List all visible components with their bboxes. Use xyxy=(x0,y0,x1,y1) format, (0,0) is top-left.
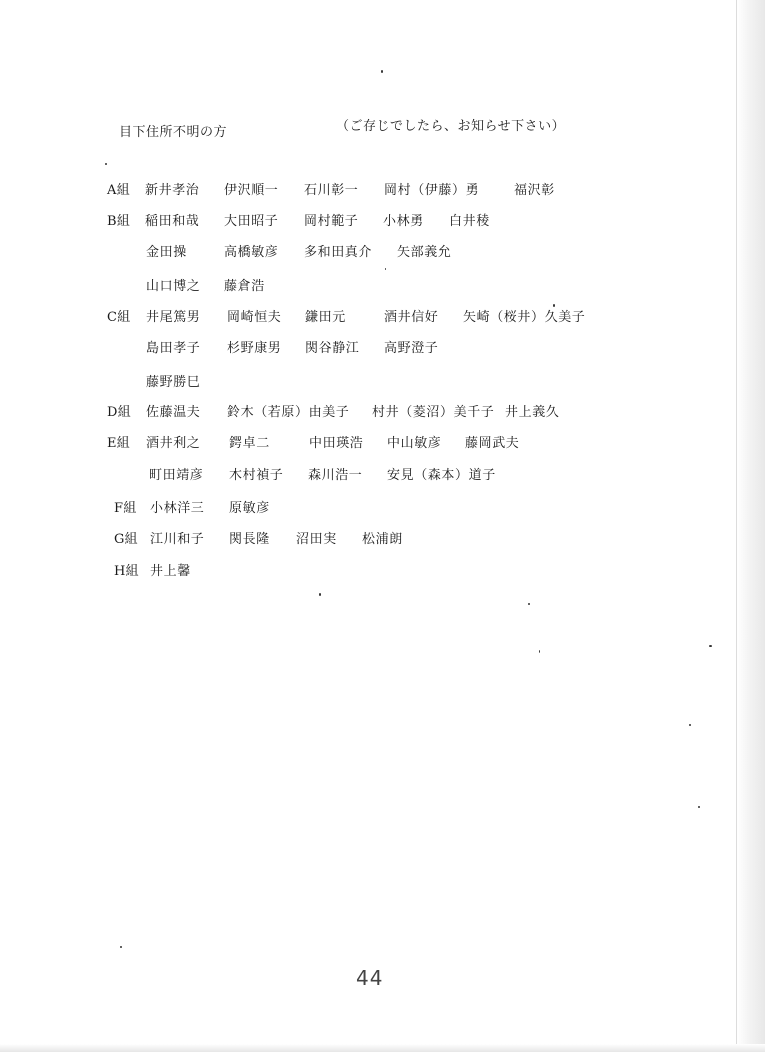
person-name: 藤倉浩 xyxy=(224,279,265,294)
person-name: 矢崎（桜井）久美子 xyxy=(463,310,586,325)
person-name: 新井孝治 xyxy=(145,183,200,198)
scan-speck xyxy=(528,603,530,605)
person-name: 金田操 xyxy=(146,245,187,260)
group-label: D組 xyxy=(107,405,132,420)
person-name: 酒井利之 xyxy=(146,436,201,451)
person-name: 小林勇 xyxy=(383,214,424,229)
person-name: 藤野勝巳 xyxy=(146,375,201,390)
person-name: 町田靖彦 xyxy=(149,468,204,483)
person-name: 稲田和哉 xyxy=(145,214,200,229)
group-row-c-continued xyxy=(0,371,765,391)
person-name: 福沢彰 xyxy=(514,183,555,198)
page-number: 44 xyxy=(356,966,384,990)
person-name: 鈴木（若原）由美子 xyxy=(227,405,350,420)
person-name: 中山敏彦 xyxy=(387,436,442,451)
group-row-c xyxy=(0,306,765,326)
person-name: 関長隆 xyxy=(229,532,270,547)
person-name: 伊沢順一 xyxy=(224,183,279,198)
person-name: 大田昭子 xyxy=(224,214,279,229)
person-name: 井尾篤男 xyxy=(146,310,201,325)
request-note: （ご存じでしたら、お知らせ下さい） xyxy=(336,119,566,134)
person-name: 高橋敏彦 xyxy=(224,245,279,260)
group-label: G組 xyxy=(114,532,138,547)
group-label: H組 xyxy=(114,564,139,579)
group-row-h xyxy=(0,560,765,580)
person-name: 森川浩一 xyxy=(308,468,363,483)
person-name: 江川和子 xyxy=(150,532,205,547)
scan-speck xyxy=(105,163,107,165)
group-row-b-continued xyxy=(0,241,765,261)
person-name: 山口博之 xyxy=(146,279,201,294)
group-label: B組 xyxy=(107,214,131,229)
person-name: 酒井信好 xyxy=(384,310,439,325)
scan-speck xyxy=(698,806,700,808)
group-label: C組 xyxy=(107,310,131,325)
person-name: 岡崎恒夫 xyxy=(227,310,282,325)
scan-speck xyxy=(689,724,691,726)
person-name: 沼田実 xyxy=(296,532,337,547)
person-name: 多和田真介 xyxy=(304,245,373,260)
scan-speck xyxy=(553,304,555,307)
scan-speck xyxy=(319,593,321,596)
person-name: 岡村（伊藤）勇 xyxy=(384,183,480,198)
person-name: 井上馨 xyxy=(150,564,191,579)
person-name: 小林洋三 xyxy=(150,501,205,516)
person-name: 佐藤温夫 xyxy=(146,405,201,420)
person-name: 安見（森本）道子 xyxy=(387,468,496,483)
group-row-e-continued xyxy=(0,464,765,484)
person-name: 鎌田元 xyxy=(305,310,346,325)
person-name: 原敏彦 xyxy=(229,501,270,516)
group-row-b xyxy=(0,210,765,230)
person-name: 矢部義允 xyxy=(397,245,452,260)
group-row-c-continued xyxy=(0,337,765,357)
scan-speck xyxy=(385,268,386,270)
group-row-d xyxy=(0,401,765,421)
page-heading: 目下住所不明の方 xyxy=(119,125,228,140)
person-name: 松浦朗 xyxy=(362,532,403,547)
person-name: 中田瑛浩 xyxy=(309,436,364,451)
group-row-e xyxy=(0,432,765,452)
scan-speck xyxy=(539,650,540,653)
person-name: 関谷静江 xyxy=(305,341,360,356)
group-row-a xyxy=(0,179,765,199)
person-name: 木村禎子 xyxy=(229,468,284,483)
person-name: 鍔卓二 xyxy=(229,436,270,451)
person-name: 島田孝子 xyxy=(146,341,201,356)
scan-speck xyxy=(709,645,712,647)
group-label: A組 xyxy=(107,183,130,198)
person-name: 白井稜 xyxy=(449,214,490,229)
person-name: 杉野康男 xyxy=(227,341,282,356)
person-name: 村井（菱沼）美千子 xyxy=(372,405,495,420)
group-row-g xyxy=(0,528,765,548)
page-bottom-edge xyxy=(0,1044,765,1052)
scan-speck xyxy=(120,946,122,948)
group-label: E組 xyxy=(107,436,131,451)
person-name: 岡村範子 xyxy=(304,214,359,229)
group-row-b-continued xyxy=(0,275,765,295)
person-name: 藤岡武夫 xyxy=(465,436,520,451)
page-edge-shadow xyxy=(736,0,765,1052)
person-name: 石川彰一 xyxy=(304,183,359,198)
group-label: F組 xyxy=(114,501,137,516)
person-name: 井上義久 xyxy=(505,405,560,420)
group-row-f xyxy=(0,497,765,517)
scan-speck xyxy=(381,70,383,73)
person-name: 高野澄子 xyxy=(384,341,439,356)
